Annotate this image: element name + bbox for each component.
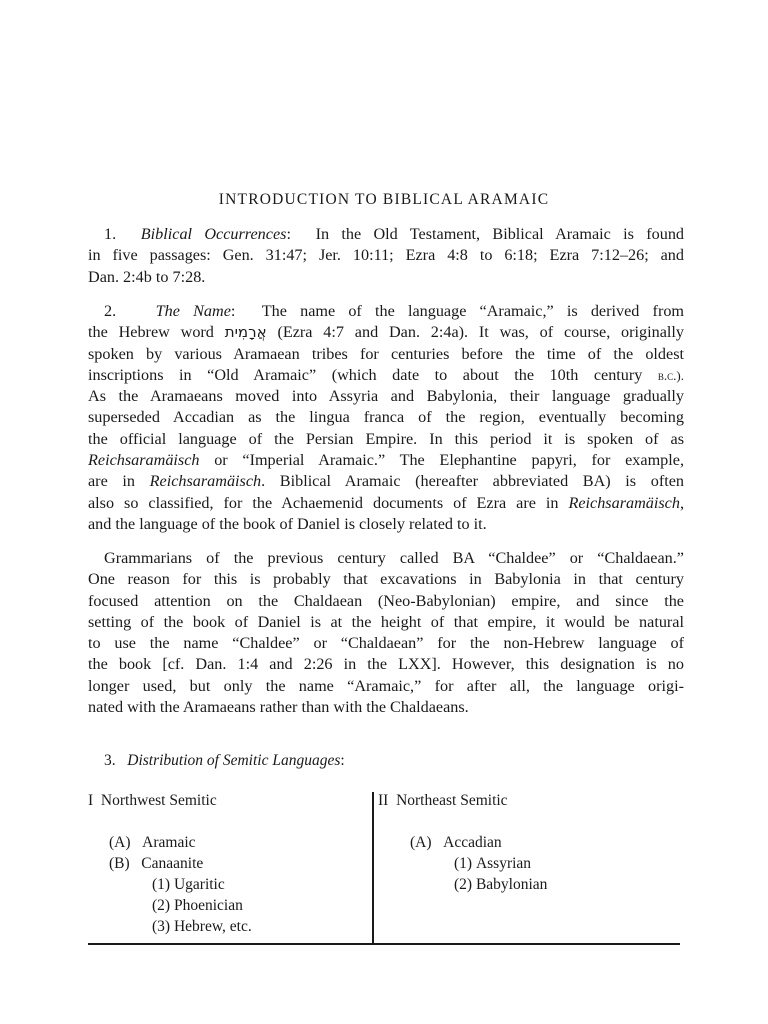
section-heading: Distribution of Semitic Languages <box>127 752 341 769</box>
list-item <box>109 855 203 873</box>
section-grammarians <box>88 548 684 718</box>
paragraph-text: In the Old Testament, Biblical Aramaic is found <box>315 225 685 243</box>
item-marker: (2) <box>454 876 473 893</box>
paragraph-text: (Ezra 4:7 and Dan. 2:4a). It was, of course, originally <box>277 323 684 342</box>
section-biblical-occurrences <box>88 224 684 288</box>
paragraph-text: . Biblical Aramaic (hereafter abbreviated BA) is often <box>261 472 684 491</box>
paragraph-line: superseded Accadian as the lingua franca of the region, eventually becoming <box>88 408 684 427</box>
section-number: 3. <box>104 752 116 769</box>
item-label: Accadian <box>443 834 502 851</box>
item-marker: (1) <box>152 876 171 893</box>
section-number: 1. <box>104 225 117 243</box>
paragraph-line: As the Aramaeans moved into Assyria and Babylonia, their language gradually <box>88 387 684 406</box>
item-label: Aramaic <box>142 834 196 851</box>
item-label: Canaanite <box>141 855 204 872</box>
paragraph-line: the official language of the Persian Empire. In this period it is spoken of as <box>88 429 684 448</box>
paragraph-text: also so classified, for the Achaemenid documents of Ezra are in <box>88 493 559 512</box>
paragraph-line: and the language of the book of Daniel is closely related to it. <box>88 514 487 533</box>
list-item <box>109 834 196 852</box>
item-marker: (3) <box>152 918 171 935</box>
item-label: Assyrian <box>475 855 532 872</box>
northwest-semitic-heading: I Northwest Semitic <box>88 792 217 809</box>
item-marker: (A) <box>109 834 131 851</box>
paragraph-line: focused attention on the Chaldaean (Neo-Babylonian) empire, and since the <box>88 591 684 610</box>
item-label: Ugaritic <box>173 876 225 893</box>
paragraph-line: spoken by various Aramaean tribes for centuries before the time of the oldest <box>88 344 684 363</box>
paragraph-line <box>88 450 684 471</box>
table-bottom-rule <box>88 943 680 945</box>
paragraph-line: Grammarians of the previous century called BA “Chaldee” or “Chaldaean.” <box>104 549 684 567</box>
paragraph-line: nated with the Aramaeans rather than with the Chaldaeans. <box>88 698 469 717</box>
section-number: 2. <box>104 302 117 320</box>
section-the-name <box>88 301 684 535</box>
foreign-term: Reichsaramäisch <box>88 451 200 470</box>
paragraph-line: 1. Biblical Occurrences: In the Old Testament, Biblical Aramaic is found <box>104 225 685 243</box>
paragraph-line: setting of the book of Daniel is at the height of that empire, it would be natural <box>88 612 684 631</box>
section-heading: The Name <box>155 302 231 320</box>
foreign-term: Reichsaramäisch <box>568 493 680 512</box>
paragraph-text: the Hebrew word <box>88 323 214 342</box>
list-item <box>152 897 243 915</box>
list-item <box>410 834 502 852</box>
item-label: Babylonian <box>475 876 548 893</box>
item-marker: (B) <box>109 855 130 872</box>
paragraph-text: or “Imperial Aramaic.” The Elephantine papyri, for example, <box>214 451 684 470</box>
paragraph-text: , <box>679 493 684 512</box>
paragraph-line <box>88 322 684 343</box>
list-item <box>454 876 547 894</box>
foreign-term: Reichsaramäisch <box>149 472 262 491</box>
paragraph-line: One reason for this is probably that excavations in Babylonia in that century <box>88 570 684 589</box>
page-title: INTRODUCTION TO BIBLICAL ARAMAIC <box>218 191 550 208</box>
item-label: Hebrew, etc. <box>173 918 252 935</box>
distribution-heading <box>104 752 345 770</box>
section-heading: Biblical Occurrences <box>140 225 287 243</box>
list-item <box>152 918 252 936</box>
column-divider <box>372 792 374 944</box>
list-item <box>152 876 225 894</box>
paragraph-line <box>88 493 684 514</box>
paragraph-line: in five passages: Gen. 31:47; Jer. 10:11; Ezra 4:8 to 6:18; Ezra 7:12–26; and <box>88 246 684 265</box>
hebrew-word: אֲרָמִית <box>224 323 267 342</box>
paragraph-line: 2. The Name: The name of the language “Aramaic,” is derived from <box>104 302 685 320</box>
item-marker: (2) <box>152 897 171 914</box>
paragraph-line: the book [cf. Dan. 1:4 and 2:26 in the LXX]. However, this designation is no <box>88 655 684 674</box>
list-item <box>454 855 531 873</box>
paragraph-line: to use the name “Chaldee” or “Chaldaean” for the non-Hebrew language of <box>88 634 684 653</box>
paragraph-line <box>88 365 684 386</box>
paragraph-line: Dan. 2:4b to 7:28. <box>88 267 206 286</box>
paragraph-text: are in <box>88 472 135 491</box>
paragraph-line: longer used, but only the name “Aramaic,” for after all, the language origi- <box>88 676 684 695</box>
item-marker: (A) <box>410 834 432 851</box>
paragraph-text: inscriptions in “Old Aramaic” (which date to about the 10th century <box>88 365 643 384</box>
paragraph-text: The name of the language “Aramaic,” is derived from <box>261 302 685 320</box>
era-abbreviation: b.c.). <box>657 367 685 383</box>
heading-colon: : <box>340 752 345 769</box>
item-marker: (1) <box>454 855 473 872</box>
paragraph-line <box>88 471 684 492</box>
item-label: Phoenician <box>173 897 243 914</box>
northeast-semitic-heading: II Northeast Semitic <box>378 792 508 809</box>
